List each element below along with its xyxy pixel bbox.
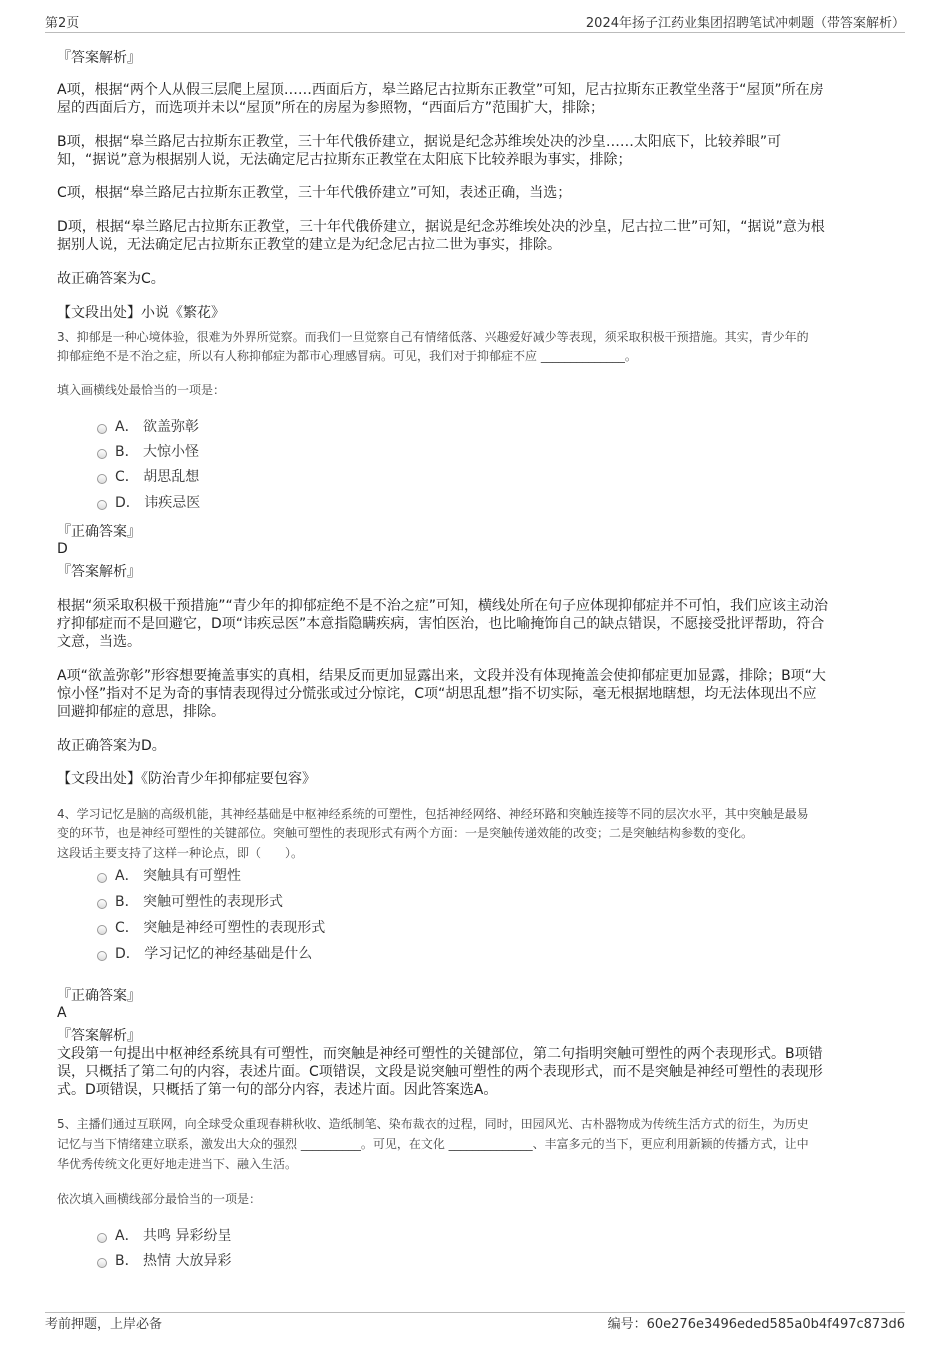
paragraph-line: 式。D项错误，只概括了第一句的部分内容，表述片面。因此答案选A。: [57, 1082, 498, 1098]
paragraph-line: 故正确答案为C。: [57, 271, 165, 287]
paragraph-line: 『答案解析』: [57, 564, 141, 580]
paragraph-line: 『答案解析』: [57, 50, 141, 66]
option-radio[interactable]: [97, 1233, 107, 1243]
option-radio[interactable]: [97, 873, 107, 883]
question-text: 变的环节，也是神经可塑性的关键部位。突触可塑性的表现形式有两个方面：一是突触传递效能的改变；二是突触结构参数的变化。: [57, 826, 754, 840]
option-label[interactable]: A． 欲盖弥彰: [115, 419, 200, 435]
paragraph-line: 『答案解析』: [57, 1028, 141, 1044]
paragraph-line: 知，“据说”意为根据别人说，无法确定尼古拉斯东正教堂在太阳底下比较养眼为事实，排除；: [57, 152, 632, 168]
option-radio[interactable]: [97, 449, 107, 459]
paragraph-line: B项，根据“皋兰路尼古拉斯东正教堂，三十年代俄侨建立，据说是纪念苏维埃处决的沙皇……太阳底下，比较养眼”可: [57, 134, 782, 150]
question-text: 填入画横线处最恰当的一项是：: [57, 383, 226, 397]
paragraph-line: 文段第一句提出中枢神经系统具有可塑性，而突触是神经可塑性的关键部位，第二句指明突触可塑性的两个表现形式。B项错: [57, 1046, 823, 1062]
option-label[interactable]: B． 大惊小怪: [115, 444, 200, 460]
question-text: 华优秀传统文化更好地走进当下、融入生活。: [57, 1157, 298, 1171]
question-text: 这段话主要支持了这样一种论点，即（ ）。: [57, 846, 304, 860]
option-label[interactable]: D． 学习记忆的神经基础是什么: [115, 946, 313, 962]
option-radio[interactable]: [97, 424, 107, 434]
option-label[interactable]: D． 讳疾忌医: [115, 495, 201, 511]
paragraph-line: 根据“须采取积极干预措施”“青少年的抑郁症绝不是不治之症”可知，横线处所在句子应体现抑郁症并不可怕，我们应该主动治: [57, 598, 829, 614]
paragraph-line: 惊小怪”指对不足为奇的事情表现得过分慌张或过分惊诧，C项“胡思乱想”指不切实际，毫无根据地瞎想，均无法体现出不应: [57, 686, 817, 702]
paragraph-line: D: [57, 541, 68, 557]
option-radio[interactable]: [97, 1258, 107, 1268]
paragraph-line: D项，根据“皋兰路尼古拉斯东正教堂，三十年代俄侨建立，据说是纪念苏维埃处决的沙皇，尼古拉二世”可知，“据说”意为根: [57, 219, 825, 235]
paragraph-line: 据别人说，无法确定尼古拉斯东正教堂的建立是为纪念尼古拉二世为事实，排除。: [57, 237, 561, 253]
option-radio[interactable]: [97, 899, 107, 909]
page-number: 第2页: [45, 16, 80, 31]
paragraph-line: 屋的西面后方，而选项并未以“屋顶”所在的房屋为参照物，“西面后方”范围扩大，排除；: [57, 100, 605, 116]
paragraph-line: 疗抑郁症而不是回避它，D项“讳疾忌医”本意指隐瞒疾病，害怕医治，也比喻掩饰自己的缺点错误，不愿接受批评帮助，符合: [57, 616, 825, 632]
option-label[interactable]: A． 突触具有可塑性: [115, 868, 242, 884]
paragraph-line: 文意，当选。: [57, 634, 141, 650]
question-text: 3、抑郁是一种心境体验，很难为外界所觉察。而我们一旦觉察自己有情绪低落、兴趣爱好减少等表现，须采取积极干预措施。其实，青少年的: [57, 330, 809, 344]
option-label[interactable]: A． 共鸣 异彩纷呈: [115, 1228, 232, 1244]
document-id: 编号：60e276e3496eded585a0b4f497c873d6: [607, 1317, 905, 1332]
option-radio[interactable]: [97, 474, 107, 484]
option-radio[interactable]: [97, 500, 107, 510]
footer-slogan: 考前押题，上岸必备: [45, 1317, 163, 1332]
option-label[interactable]: C． 胡思乱想: [115, 469, 200, 485]
question-text: 4、学习记忆是脑的高级机能，其神经基础是中枢神经系统的可塑性，包括神经网络、神经环路和突触连接等不同的层次水平，其中突触是最易: [57, 807, 809, 821]
option-radio[interactable]: [97, 951, 107, 961]
question-text: 依次填入画横线部分最恰当的一项是：: [57, 1192, 262, 1206]
option-radio[interactable]: [97, 925, 107, 935]
paragraph-line: 误，只概括了第二句的内容，表述片面。C项错误，文段是说突触可塑性的两个表现形式，而不是突触是神经可塑性的表现形: [57, 1064, 823, 1080]
paragraph-line: C项，根据“皋兰路尼古拉斯东正教堂，三十年代俄侨建立”可知，表述正确，当选；: [57, 185, 572, 201]
paragraph-line: 『正确答案』: [57, 988, 141, 1004]
paragraph-line: 回避抑郁症的意思，排除。: [57, 704, 225, 720]
paragraph-line: A项，根据“两个人从假三层爬上屋顶……西面后方，皋兰路尼古拉斯东正教堂”可知，尼古拉斯东正教堂坐落于“屋顶”所在房: [57, 82, 824, 98]
paragraph-line: 【文段出处】小说《繁花》: [57, 305, 225, 321]
paragraph-line: A: [57, 1005, 67, 1021]
option-label[interactable]: B． 突触可塑性的表现形式: [115, 894, 284, 910]
option-label[interactable]: B． 热情 大放异彩: [115, 1253, 232, 1269]
question-text: 5、主播们通过互联网，向全球受众重现春耕秋收、造纸制笔、染布裁衣的过程，同时，田园风光、古朴器物成为传统生活方式的衍生，为历史: [57, 1117, 809, 1131]
paragraph-line: A项“欲盖弥彰”形容想要掩盖事实的真相，结果反而更加显露出来，文段并没有体现掩盖会使抑郁症更加显露，排除；B项“大: [57, 668, 826, 684]
question-text: 记忆与当下情绪建立联系，激发出大众的强烈 __________。可见，在文化 ______________、丰富多元的当下，更应利用新颖的传播方式，让中: [57, 1137, 809, 1151]
paragraph-line: 故正确答案为D。: [57, 738, 166, 754]
document-title: 2024年扬子江药业集团招聘笔试冲刺题（带答案解析）: [585, 16, 905, 31]
header-divider: [45, 32, 905, 33]
question-text: 抑郁症绝不是不治之症，所以有人称抑郁症为都市心理感冒病。可见，我们对于抑郁症不应 ______________。: [57, 349, 637, 363]
paragraph-line: 【文段出处】《防治青少年抑郁症要包容》: [57, 771, 316, 787]
option-label[interactable]: C． 突触是神经可塑性的表现形式: [115, 920, 326, 936]
paragraph-line: 『正确答案』: [57, 524, 141, 540]
